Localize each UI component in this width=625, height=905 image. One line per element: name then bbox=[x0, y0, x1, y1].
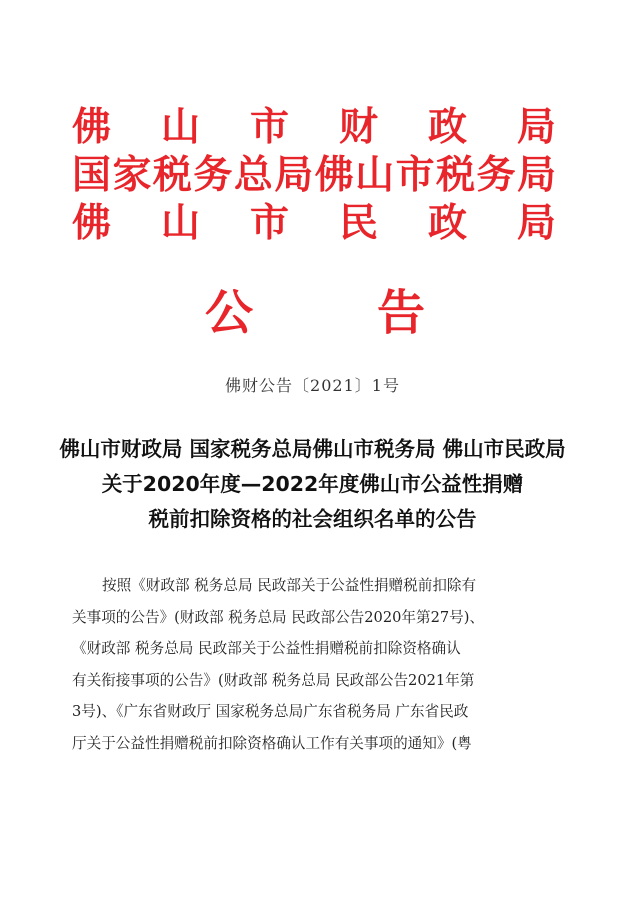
body-line: 按照《财政部 税务总局 民政部关于公益性捐赠税前扣除有 bbox=[102, 577, 477, 594]
authority-civil-affairs-bureau: 佛 山 市 民 政 局 bbox=[72, 200, 556, 246]
document-number: 佛财公告〔2021〕1号 bbox=[225, 376, 400, 395]
body-line: 《财政部 税务总局 民政部关于公益性捐赠税前扣除资格确认 bbox=[72, 640, 461, 657]
title-line: 税前扣除资格的社会组织名单的公告 bbox=[148, 507, 477, 531]
authority-finance-bureau: 佛 山 市 财 政 局 bbox=[72, 104, 556, 150]
body-line: 有关衔接事项的公告》(财政部 税务总局 民政部公告2021年第 bbox=[72, 671, 475, 689]
notice-heading: 公 告 bbox=[205, 285, 425, 341]
body-line: 关事项的公告》(财政部 税务总局 民政部公告2020年第27号)、 bbox=[72, 608, 485, 626]
document-title bbox=[40, 432, 585, 537]
issuing-authorities-header bbox=[72, 104, 556, 248]
document-body bbox=[72, 570, 556, 759]
authority-tax-bureau: 国 家 税 务 总 局 佛 山 市 税 务 局 bbox=[72, 152, 556, 198]
title-line: 关于2020年度—2022年度佛山市公益性捐赠 bbox=[101, 472, 524, 496]
body-line: 3号)、《广东省财政厅 国家税务总局广东省税务局 广东省民政 bbox=[72, 703, 469, 720]
title-line: 佛山市财政局 国家税务总局佛山市税务局 佛山市民政局 bbox=[59, 437, 566, 461]
body-line: 厅关于公益性捐赠税前扣除资格确认工作有关事项的通知》(粤 bbox=[72, 734, 472, 752]
